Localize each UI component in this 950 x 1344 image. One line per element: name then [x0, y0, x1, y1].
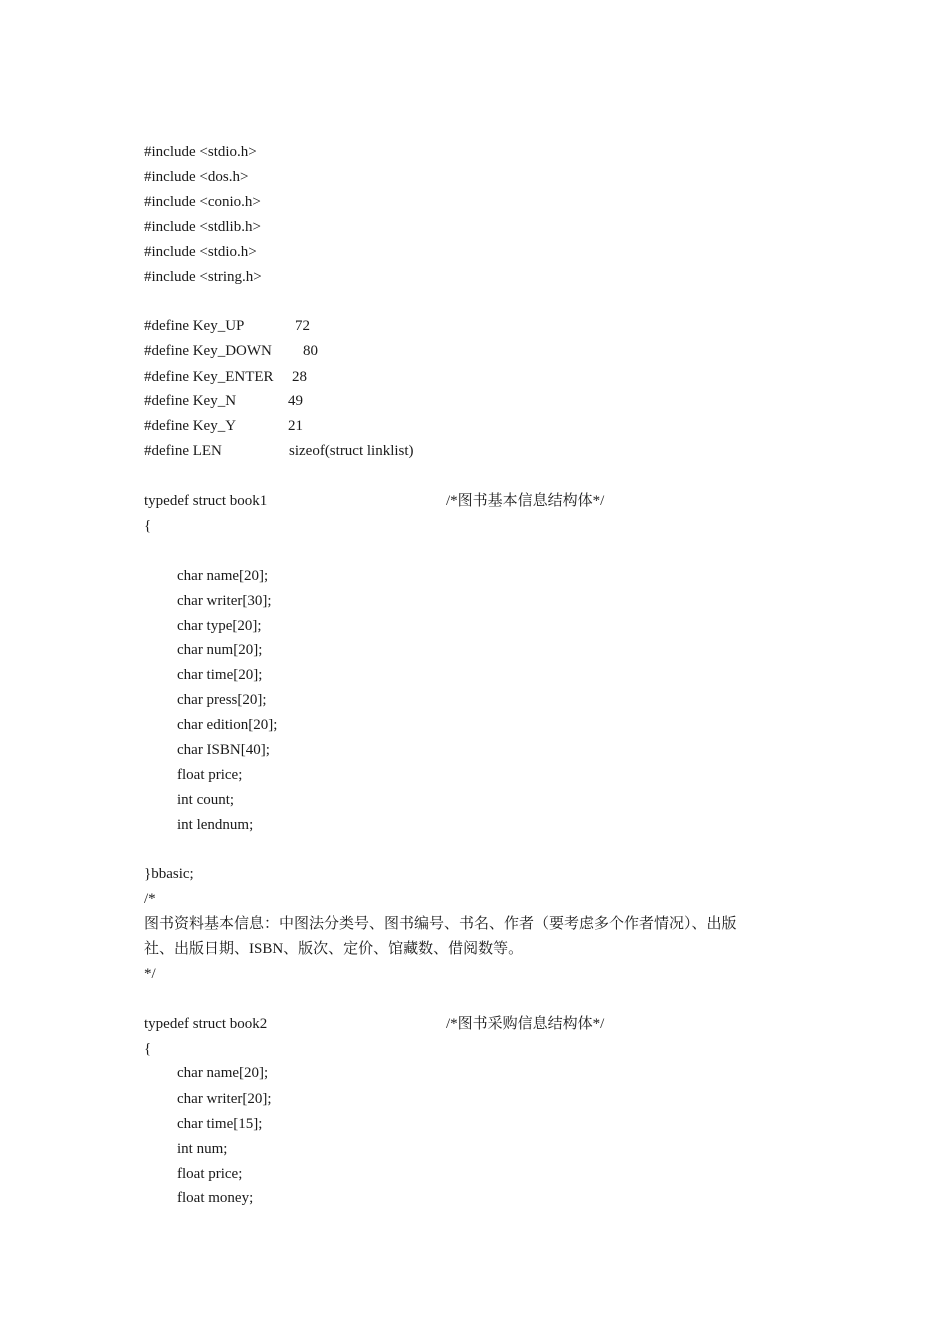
struct-field: char writer[20];	[177, 1091, 272, 1107]
define-value: 72	[295, 318, 310, 334]
define-name: #define LEN	[144, 443, 222, 459]
comment-text: 图书资料基本信息：中图法分类号、图书编号、书名、作者（要考虑多个作者情况）、出版	[144, 916, 737, 932]
struct-field: float price;	[177, 767, 243, 783]
define-value: 21	[288, 418, 303, 434]
comment-text: 社、出版日期、ISBN、版次、定价、馆藏数、借阅数等。	[144, 941, 524, 957]
struct-field: int lendnum;	[177, 817, 254, 833]
comment-open: /*	[144, 891, 156, 907]
struct-field: char num[20];	[177, 642, 263, 658]
define-name: #define Key_Y	[144, 418, 237, 434]
close-brace: }bbasic;	[144, 866, 194, 882]
struct-field: float money;	[177, 1190, 254, 1206]
struct-comment: /*图书基本信息结构体*/	[446, 493, 605, 509]
include-line: #include <dos.h>	[144, 169, 249, 185]
struct-field: char time[20];	[177, 667, 263, 683]
struct-field: char time[15];	[177, 1116, 263, 1132]
struct-field: char type[20];	[177, 618, 262, 634]
define-name: #define Key_DOWN	[144, 343, 272, 359]
open-brace: {	[144, 518, 152, 534]
include-line: #include <stdio.h>	[144, 244, 257, 260]
include-line: #include <string.h>	[144, 269, 262, 285]
struct-header: typedef struct book1	[144, 493, 268, 509]
define-name: #define Key_ENTER	[144, 369, 274, 385]
define-value: 49	[288, 393, 303, 409]
struct-field: char writer[30];	[177, 593, 272, 609]
open-brace: {	[144, 1041, 152, 1057]
struct-field: char edition[20];	[177, 717, 278, 733]
struct-field: char name[20];	[177, 568, 269, 584]
define-value: sizeof(struct linklist)	[289, 443, 414, 459]
define-name: #define Key_N	[144, 393, 237, 409]
comment-close: */	[144, 966, 156, 982]
struct-field: char press[20];	[177, 692, 267, 708]
include-line: #include <stdio.h>	[144, 144, 257, 160]
struct-header: typedef struct book2	[144, 1016, 268, 1032]
include-line: #include <stdlib.h>	[144, 219, 261, 235]
struct-field: int count;	[177, 792, 235, 808]
define-name: #define Key_UP	[144, 318, 245, 334]
define-value: 28	[292, 369, 307, 385]
struct-field: char ISBN[40];	[177, 742, 270, 758]
struct-field: int num;	[177, 1141, 228, 1157]
include-line: #include <conio.h>	[144, 194, 261, 210]
struct-comment: /*图书采购信息结构体*/	[446, 1016, 605, 1032]
struct-field: char name[20];	[177, 1065, 269, 1081]
define-value: 80	[303, 343, 318, 359]
struct-field: float price;	[177, 1166, 243, 1182]
